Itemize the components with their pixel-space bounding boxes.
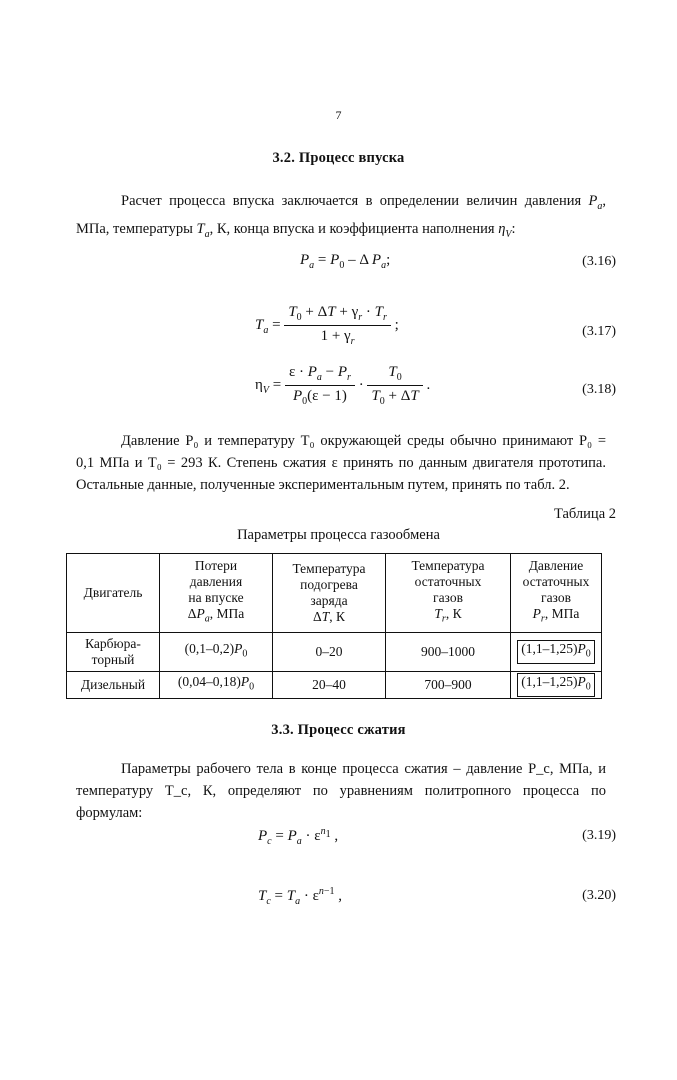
equation-3-20: $T_c = T_a \cdot \varepsilon^{n-1}$ , xyxy=(258,886,343,907)
cell-heating-temp: 20–40 xyxy=(273,672,386,699)
table-caption: Параметры процесса газообмена xyxy=(237,527,440,543)
equation-3-16: $P_a = P_0 - \Delta$ $P_a$; xyxy=(300,252,391,271)
header-engine: Двигатель xyxy=(67,554,160,633)
equation-number-3-18: (3.18) xyxy=(582,382,616,397)
table-header-row xyxy=(67,554,602,633)
header-heating-temp: Температура подогрева заряда ΔT, К xyxy=(273,554,386,633)
equation-number-3-16: (3.16) xyxy=(582,254,616,269)
table-row xyxy=(67,633,602,672)
cell-residual-temp: 700–900 xyxy=(386,672,511,699)
cell-residual-pressure: $(1,1-1,25)P_0$ xyxy=(511,633,602,672)
cell-residual-temp: 900–1000 xyxy=(386,633,511,672)
equation-3-18: $\eta_V$ = $\frac{\varepsilon \cdot P_a - P_r}{P_0(\varepsilon - 1)}$ · $\frac{T_0}{T_0 + \Delta T}$ . xyxy=(255,364,431,407)
cell-engine-type: Карбюра- торный xyxy=(67,633,160,672)
cell-residual-pressure: $(1,1-1,25)P_0$ xyxy=(511,672,602,699)
cell-engine-type: Дизельный xyxy=(67,672,160,699)
table-number-label: Таблица 2 xyxy=(553,506,616,522)
header-residual-temp: Температура остаточных газов $T_r$, К xyxy=(386,554,511,633)
equation-number-3-17: (3.17) xyxy=(582,324,616,339)
cell-intake-loss: $(0,1-0,2)P_0$ xyxy=(160,633,273,672)
page-number: 7 xyxy=(335,108,342,122)
table-row xyxy=(67,672,602,699)
ambient-conditions-paragraph: Давление P₀ и температуру T₀ окружающей среды обычно принимают P₀ = 0,1 МПа и T₀ = 293 К. Степень сжатия ε принять по данным двигателя прототипа. Остальные данные, полученные экспериментальным путем, принять по табл. 2. xyxy=(76,433,606,493)
equation-number-3-19: (3.19) xyxy=(582,828,616,843)
cell-intake-loss: $(0,04-0,18)P_0$ xyxy=(160,672,273,699)
header-intake-loss: Потери давления на впуске $\Delta P_a$, МПа xyxy=(160,554,273,633)
gas-exchange-table xyxy=(66,553,602,699)
equation-number-3-20: (3.20) xyxy=(582,888,616,903)
equation-3-17: $T_a$ = $\frac{T_0 + \Delta T + \gamma_r \cdot T_r}{1 + \gamma_r}$ ; xyxy=(255,304,399,347)
section-heading-3-2: 3.2. Процесс впуска xyxy=(272,150,405,166)
intake-intro-paragraph: Расчет процесса впуска заключается в определении величин давления $P_a$, МПа, температуры $T_a$, К, конца впуска и коэффициента наполнения $\eta_V$: xyxy=(76,193,606,240)
equation-3-19: $P_c = P_a \cdot \varepsilon^{n_1}$ , xyxy=(258,826,339,847)
cell-heating-temp: 0–20 xyxy=(273,633,386,672)
header-residual-pressure: Давление остаточных газов $P_r$, МПа xyxy=(511,554,602,633)
compression-intro-paragraph: Параметры рабочего тела в конце процесса сжатия – давление P_c, МПа, и температуру T_c, К, определяют по уравнениям политропного процесса по формулам: xyxy=(76,761,606,821)
section-heading-3-3: 3.3. Процесс сжатия xyxy=(271,722,406,738)
